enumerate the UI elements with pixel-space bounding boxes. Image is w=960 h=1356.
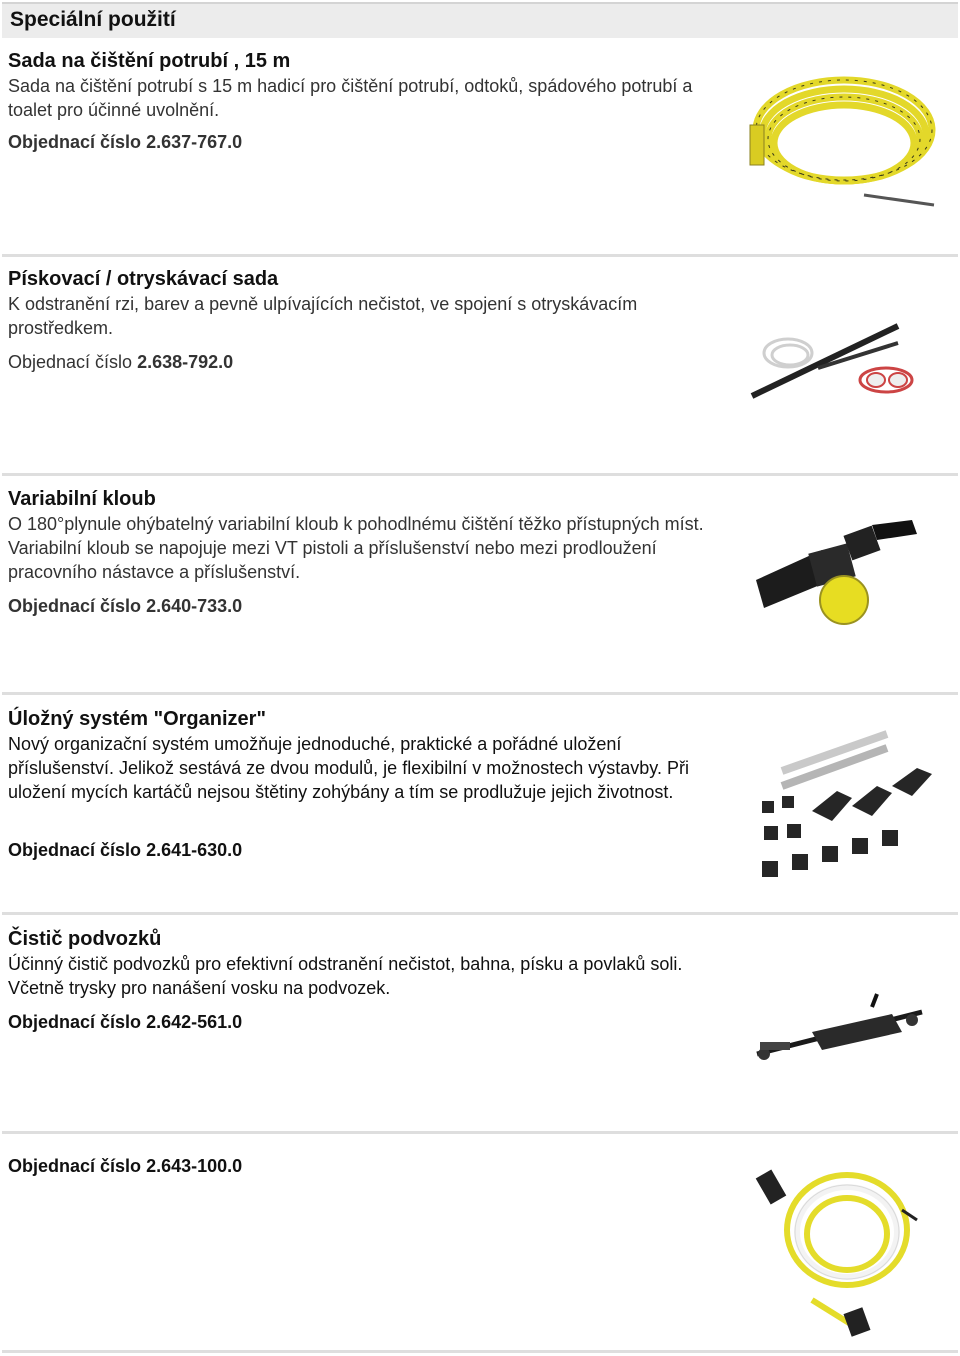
product-title: Pískovací / otryskávací sada	[8, 268, 279, 290]
product-description: Nový organizační systém umožňuje jednoduché, praktické a pořádné uložení příslušenství. Jelikož sestává ze dvou modulů, je flexibilní v možnostech výstavby. Při uložení mycích kartáčů nejsou štětiny zohýbány a tím se prodlužuje jejich životnost.	[8, 734, 689, 802]
order-number: 2.638-792.0	[137, 352, 234, 372]
separator	[2, 254, 958, 257]
order-number: 2.642-561.0	[146, 1012, 243, 1032]
product-description: K odstranění rzi, barev a pevně ulpívajících nečistot, ve spojení s otryskávacím prostředkem.	[8, 294, 638, 338]
separator	[2, 1131, 958, 1134]
organizer-rails-image	[752, 726, 942, 886]
order-number: 2.641-630.0	[146, 840, 243, 860]
product-description: O 180°plynule ohýbatelný variabilní kloub k pohodlnému čištění těžko přístupných míst. Variabilní kloub se napojuje mezi VT pistoli a příslušenství nebo mezi prodloužení pracovního nástavce a příslušenství.	[8, 514, 704, 582]
sandblasting-kit-image	[748, 318, 948, 408]
water-hose-filter-image	[752, 1160, 932, 1340]
order-number: 2.640-733.0	[146, 596, 243, 616]
order-label: Objednací číslo	[8, 1012, 142, 1032]
separator	[2, 473, 958, 476]
product-description: Účinný čistič podvozků pro efektivní odstranění nečistot, bahna, písku a povlaků soli. Včetně trysky pro nanášení vosku na podvozek.	[8, 954, 683, 998]
order-number: 2.637-767.0	[146, 132, 243, 152]
page-title: Speciální použití	[10, 8, 176, 31]
product-title: Sada na čištění potrubí , 15 m	[8, 50, 291, 72]
yellow-coiled-hose-image	[744, 55, 944, 215]
order-number: 2.643-100.0	[146, 1156, 243, 1176]
order-label: Objednací číslo	[8, 132, 142, 152]
product-order	[8, 840, 242, 861]
order-label: Objednací číslo	[8, 596, 142, 616]
product-description: Sada na čištění potrubí s 15 m hadicí pro čištění potrubí, odtoků, spádového potrubí a toalet pro účinné uvolnění.	[8, 76, 693, 120]
product-order	[8, 132, 242, 153]
order-label: Objednací číslo	[8, 352, 133, 372]
variable-joint-image	[752, 520, 922, 630]
product-order	[8, 352, 233, 373]
product-title: Čistič podvozků	[8, 928, 162, 950]
product-order	[8, 1012, 242, 1033]
product-order	[8, 1156, 242, 1177]
section-header	[2, 2, 958, 38]
order-label: Objednací číslo	[8, 1156, 142, 1176]
separator	[2, 692, 958, 695]
product-title: Úložný systém "Organizer"	[8, 708, 266, 730]
underbody-cleaner-image	[752, 992, 932, 1072]
separator	[2, 1350, 958, 1353]
separator	[2, 912, 958, 915]
product-title: Variabilní kloub	[8, 488, 156, 510]
order-label: Objednací číslo	[8, 840, 142, 860]
product-order	[8, 596, 242, 617]
